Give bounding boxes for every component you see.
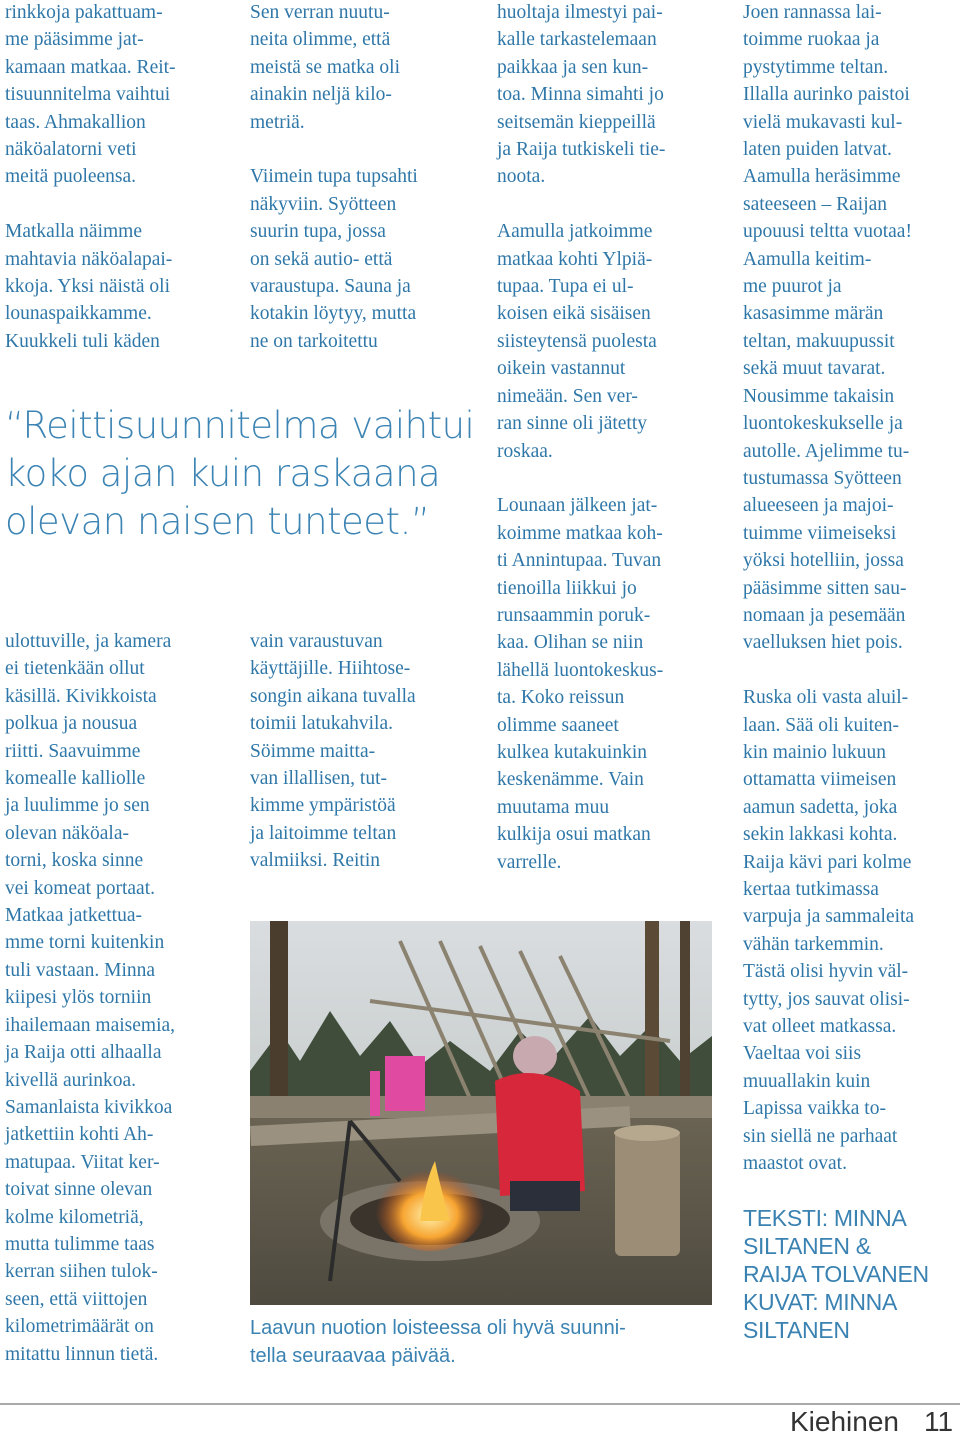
article-column-1-top: rinkkoja pakattuam- me pääsimme jat- kamaan matkaa. Reit- tisuunnitelma vaihtui taas. Ahmakallion näköalatorni veti meitä puoleensa. Matkalla näimme mahtavia näköalapai- kkoja. Yksi näistä oli lounaspaikkamme. Kuukkeli tuli käden xyxy=(5,2,176,352)
photo-caption: Laavun nuotion loisteessa oli hyvä suunni- tella seuraavaa päivää. xyxy=(250,1317,626,1367)
article-column-2-bottom: vain varaustuvan käyttäjille. Hiihtose- songin aikana tuvalla toimii latukahvila. Söimme maitta- van illallisen, tut- kimme ympäristöä ja laitoimme teltan valmiiksi. Reitin xyxy=(250,631,416,872)
campfire-photo xyxy=(250,921,712,1305)
page-number: 11 xyxy=(924,1406,954,1437)
article-column-2-top: Sen verran nuutu- neita olimme, että meistä se matka oli ainakin neljä kilo- metriä. Viimein tupa tupsahti näkyviin. Syötteen suurin tupa, jossa on sekä autio- että varaustupa. Sauna ja kotakin löytyy, mutta ne on tarkoitettu xyxy=(250,2,418,352)
article-column-1-bottom: ulottuville, ja kamera ei tietenkään ollut käsillä. Kivikkoista polkua ja nousua riitti. Saavuimme komealle kalliolle ja luulimme jo sen olevan näköala- torni, koska sinne vei komeat portaat. Matkaa jatkettua- mme torni kuitenkin tuli vastaan. Minna kiipesi ylös torniin ihailemaan maisemia, ja Raija otti alhaalla kivellä aurinkoa. Samanlaista kivikkoa jatkettiin kohti Ah- matupaa. Viitat ker- toivat sinne olevan kolme kilometriä, mutta tulimme taas kerran siihen tulok- seen, että viittojen kilometrimäärät on mitattu linnun tietä. xyxy=(5,631,176,1365)
article-column-3: huoltaja ilmestyi pai- kalle tarkastelemaan paikkaa ja sen kun- toa. Minna simahti jo seitsemän kieppeillä ja Raija tutkiskeli tie- noota. Aamulla jatkoimme matkaa kohti Ylpiä- tupaa. Tupa ei ul- koisen eikä sisäisen siisteytensä puolesta oikein vastannut nimeään. Sen ver- ran sinne oli jätetty roskaa. Lounaan jälkeen jat- koimme matkaa koh- ti Annintupaa. Tuvan tienoilla liikkui jo runsaammin poruk- kaa. Olihan se niin lähellä luontokeskus- ta. Koko reissun olimme saaneet kulkea kutakuinkin keskenämme. Vain muutama muu kulkija osui matkan varrelle. xyxy=(497,2,666,873)
article-credits: TEKSTI: MINNA SILTANEN & RAIJA TOLVANEN KUVAT: MINNA SILTANEN xyxy=(743,1205,929,1343)
pull-quote: “Reittisuunnitelma vaihtui koko ajan kuin raskaana olevan naisen tunteet.” xyxy=(5,404,475,543)
article-column-4: Joen rannassa lai- toimme ruokaa ja pystytimme teltan. Illalla aurinko paistoi vielä mukavasti kul- laten puiden latvat. Aamulla heräsimme sateeseen – Raijan upouusi teltta vuotaa! Aamulla keitim- me puurot ja kasasimme märän teltan, makuupussit sekä muut tavarat. Nousimme takaisin luontokeskukselle ja autolle. Ajelimme tu- tustumassa Syötteen alueeseen ja majoi- tuimme viimeiseksi yöksi hotelliin, jossa pääsimme sitten sau- nomaan ja pesemään vaelluksen hiet pois. Ruska oli vasta aluil- laan. Sää oli kuiten- kin mainio lukuun ottamatta viimeisen aamun sadetta, joka sekin lakkasi kohta. Raija kävi pari kolme kertaa tutkimassa varpuja ja sammaleita vähän tarkemmin. Tästä olisi hyvin väl- tytty, jos sauvat olisi- vat olleet matkassa. Vaeltaa voi siis muuallakin kuin Lapissa vaikka to- sin siellä ne parhaat maastot ovat. xyxy=(743,2,915,1175)
magazine-name: Kiehinen xyxy=(790,1406,899,1437)
